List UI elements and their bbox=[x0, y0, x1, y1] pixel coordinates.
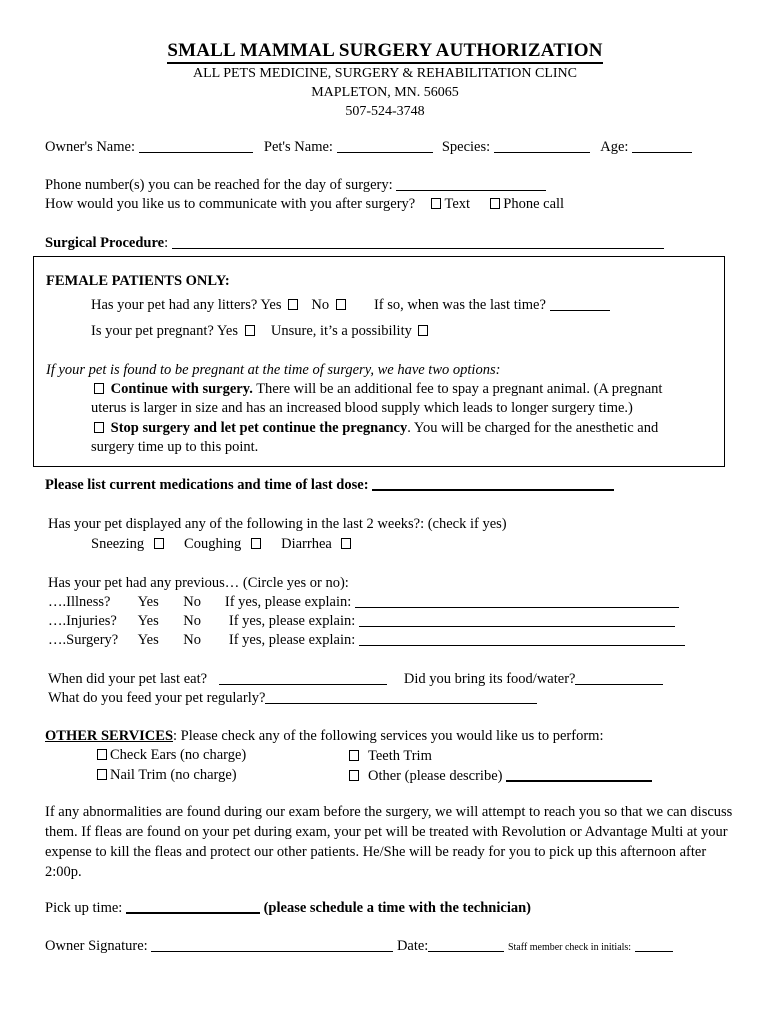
history-explain-label: If yes, please explain: bbox=[228, 632, 356, 648]
phone-row bbox=[45, 176, 546, 194]
teeth-trim-checkbox[interactable] bbox=[349, 750, 359, 761]
history-label: ….Injuries? bbox=[48, 613, 117, 629]
age-field[interactable] bbox=[632, 139, 692, 153]
litters-yes-checkbox[interactable] bbox=[288, 299, 298, 310]
feed-row bbox=[48, 689, 537, 707]
history-no[interactable]: No bbox=[183, 632, 201, 648]
check-ears-label: Check Ears (no charge) bbox=[110, 747, 247, 763]
text-checkbox[interactable] bbox=[431, 198, 441, 209]
coughing-checkbox[interactable] bbox=[251, 538, 261, 549]
pregnancy-options-intro: If your pet is found to be pregnant at the time of surgery, we have two options: bbox=[46, 362, 501, 378]
symptoms-question: Has your pet displayed any of the following in the last 2 weeks?: (check if yes) bbox=[48, 516, 507, 532]
notice-paragraph: If any abnormalities are found during our exam before the surgery, we will attempt to reach you so that we can discuss them. If fleas are found on your pet during exam, your pet will be treated with Revolution or Advantage Multi at your expense to kill the fleas and protect our other patients. He/She will be ready for you to pick up this afternoon after 2:00p. bbox=[45, 804, 733, 880]
unsure-label: Unsure, it’s a possibility bbox=[270, 323, 412, 339]
signature-field[interactable] bbox=[151, 938, 393, 952]
litters-question: Has your pet had any litters? Yes bbox=[91, 297, 282, 313]
history-yes[interactable]: Yes bbox=[137, 632, 159, 648]
check-ears-checkbox[interactable] bbox=[97, 749, 107, 760]
signature-row bbox=[45, 937, 673, 957]
owner-name-field[interactable] bbox=[139, 139, 253, 153]
option-continue-line2: uterus is larger in size and has an increased blood supply which leads to longer surgery time.) bbox=[91, 400, 633, 416]
age-label: Age: bbox=[600, 139, 629, 155]
communicate-label: How would you like us to communicate with you after surgery? bbox=[45, 196, 416, 212]
pickup-field[interactable] bbox=[126, 899, 260, 914]
nail-trim-checkbox[interactable] bbox=[97, 769, 107, 780]
history-explain-field[interactable] bbox=[359, 613, 675, 627]
feed-label: What do you feed your pet regularly? bbox=[48, 690, 266, 706]
history-question: Has your pet had any previous… (Circle yes or no): bbox=[48, 575, 349, 591]
phone-label: Phone number(s) you can be reached for the day of surgery: bbox=[45, 177, 393, 193]
history-explain-label: If yes, please explain: bbox=[224, 594, 352, 610]
stop-surgery-checkbox[interactable] bbox=[94, 422, 104, 433]
procedure-row bbox=[45, 234, 664, 252]
service-nails-row bbox=[94, 766, 237, 784]
owner-row bbox=[45, 138, 692, 156]
litters-row bbox=[91, 296, 610, 314]
staff-initials-label: Staff member check in initials: bbox=[507, 942, 632, 953]
phone-call-option-label: Phone call bbox=[503, 196, 565, 212]
procedure-field[interactable] bbox=[172, 235, 664, 249]
clinic-address: MAPLETON, MN. 56065 bbox=[311, 85, 459, 100]
stop-surgery-label: Stop surgery and let pet continue the pregnancy bbox=[110, 420, 408, 436]
species-label: Species: bbox=[441, 139, 491, 155]
litters-no-label: No bbox=[311, 297, 330, 313]
pregnant-row bbox=[91, 322, 431, 340]
bring-food-label: Did you bring its food/water? bbox=[403, 671, 576, 687]
clinic-name: ALL PETS MEDICINE, SURGERY & REHABILITATION CLINC bbox=[193, 66, 577, 81]
other-service-field[interactable] bbox=[506, 767, 652, 782]
feed-field[interactable] bbox=[265, 690, 537, 704]
continue-surgery-checkbox[interactable] bbox=[94, 383, 104, 394]
service-teeth-row bbox=[346, 747, 432, 765]
medications-field[interactable] bbox=[372, 476, 614, 491]
history-explain-label: If yes, please explain: bbox=[228, 613, 356, 629]
procedure-label: Surgical Procedure bbox=[45, 235, 165, 251]
pregnant-yes-checkbox[interactable] bbox=[245, 325, 255, 336]
date-label: Date: bbox=[396, 938, 429, 954]
phone-call-checkbox[interactable] bbox=[490, 198, 500, 209]
phone-field[interactable] bbox=[396, 177, 546, 191]
female-heading: FEMALE PATIENTS ONLY: bbox=[46, 273, 230, 289]
pet-name-field[interactable] bbox=[337, 139, 433, 153]
option-stop-row bbox=[91, 419, 658, 437]
pickup-note: (please schedule a time with the technician) bbox=[263, 900, 532, 916]
diarrhea-checkbox[interactable] bbox=[341, 538, 351, 549]
litters-no-checkbox[interactable] bbox=[336, 299, 346, 310]
stop-surgery-text: . You will be charged for the anesthetic and bbox=[407, 420, 659, 436]
pickup-row bbox=[45, 899, 531, 917]
option-continue-row bbox=[91, 380, 662, 398]
history-label: ….Surgery? bbox=[48, 632, 119, 648]
medications-label: Please list current medications and time of last dose: bbox=[45, 477, 369, 493]
communicate-row bbox=[45, 195, 564, 213]
history-row-illness bbox=[48, 593, 679, 611]
procedure-colon: : bbox=[164, 235, 169, 251]
text-option-label: Text bbox=[444, 196, 471, 212]
form-title: SMALL MAMMAL SURGERY AUTHORIZATION bbox=[0, 40, 770, 62]
services-intro: : Please check any of the following services you would like us to perform: bbox=[173, 728, 604, 744]
history-explain-field[interactable] bbox=[359, 632, 685, 646]
last-eat-row bbox=[48, 670, 663, 688]
medications-row bbox=[45, 476, 614, 494]
pregnant-question: Is your pet pregnant? Yes bbox=[91, 323, 238, 339]
diarrhea-label: Diarrhea bbox=[281, 536, 332, 552]
last-time-field[interactable] bbox=[550, 297, 610, 311]
last-eat-field[interactable] bbox=[219, 671, 387, 685]
option-stop-line2: surgery time up to this point. bbox=[91, 439, 259, 455]
coughing-label: Coughing bbox=[184, 536, 242, 552]
history-no[interactable]: No bbox=[183, 594, 201, 610]
service-ears-row bbox=[94, 746, 246, 764]
pickup-label: Pick up time: bbox=[45, 900, 123, 916]
signature-label: Owner Signature: bbox=[45, 938, 148, 954]
history-label: ….Illness? bbox=[48, 594, 111, 610]
last-eat-label: When did your pet last eat? bbox=[48, 671, 208, 687]
staff-initials-field[interactable] bbox=[635, 942, 673, 952]
history-row-injuries bbox=[48, 612, 675, 630]
last-time-label: If so, when was the last time? bbox=[373, 297, 546, 313]
history-explain-field[interactable] bbox=[355, 594, 679, 608]
other-service-checkbox[interactable] bbox=[349, 770, 359, 781]
continue-surgery-label: Continue with surgery. bbox=[110, 381, 253, 397]
pregnant-unsure-checkbox[interactable] bbox=[418, 325, 428, 336]
teeth-trim-label: Teeth Trim bbox=[368, 748, 432, 764]
clinic-phone: 507-524-3748 bbox=[345, 104, 425, 119]
sneezing-label: Sneezing bbox=[91, 536, 145, 552]
species-field[interactable] bbox=[494, 139, 590, 153]
history-yes[interactable]: Yes bbox=[137, 613, 159, 629]
history-row-surgery bbox=[48, 631, 685, 649]
services-heading: OTHER SERVICES bbox=[45, 728, 174, 744]
nail-trim-label: Nail Trim (no charge) bbox=[110, 767, 237, 783]
date-field[interactable] bbox=[428, 938, 504, 952]
service-other-row bbox=[346, 767, 652, 785]
history-yes[interactable]: Yes bbox=[137, 594, 159, 610]
pet-name-label: Pet's Name: bbox=[263, 139, 333, 155]
bring-food-field[interactable] bbox=[575, 671, 663, 685]
other-service-label: Other (please describe) bbox=[368, 768, 503, 784]
sneezing-checkbox[interactable] bbox=[154, 538, 164, 549]
history-no[interactable]: No bbox=[183, 613, 201, 629]
continue-surgery-text: There will be an additional fee to spay a pregnant animal. (A pregnant bbox=[252, 381, 663, 397]
symptoms-row bbox=[91, 535, 354, 553]
owner-name-label: Owner's Name: bbox=[45, 139, 135, 155]
services-row bbox=[45, 727, 603, 745]
